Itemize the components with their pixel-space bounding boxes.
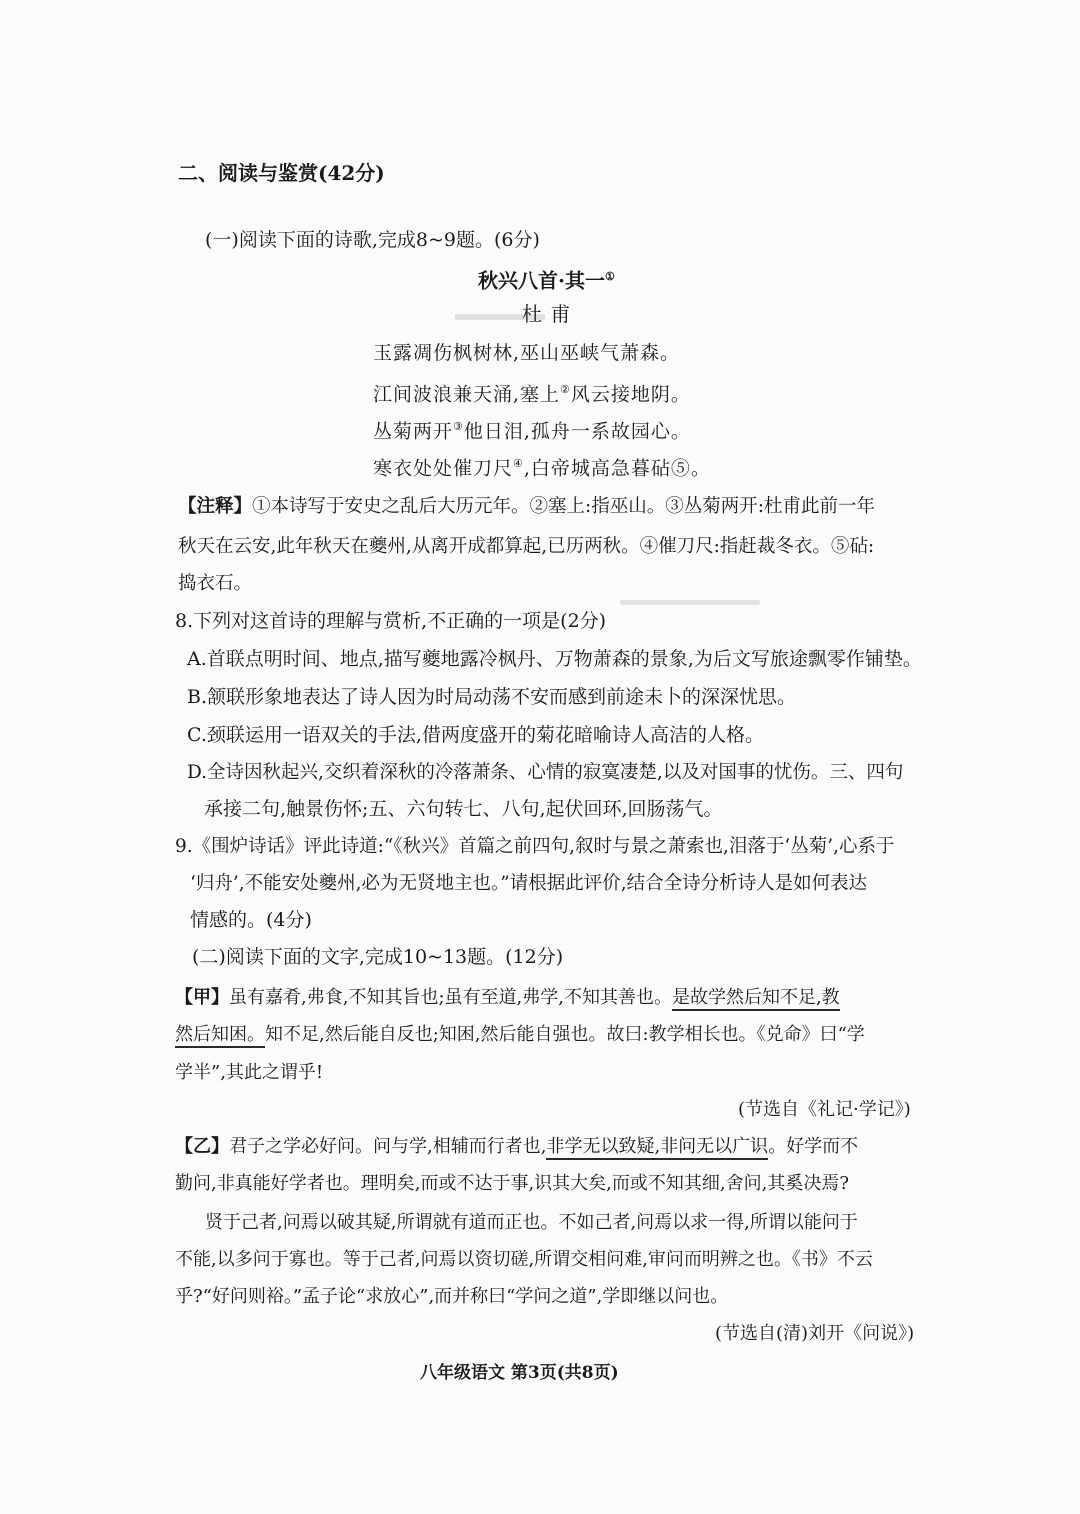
jia-source: (节选自《礼记·学记》) bbox=[738, 1099, 911, 1120]
poem-line-4 bbox=[373, 451, 711, 481]
poem-line-text: 他日泪,孤舟一系故园心。 bbox=[463, 420, 691, 443]
poem-line-note: ④ bbox=[513, 457, 524, 470]
page-footer: 八年级语文 第3页(共8页) bbox=[420, 1363, 619, 1383]
poem-notes-line-2: 秋天在云安,此年秋天在夔州,从离开成都算起,已历两秋。④催刀尺:指赶裁冬衣。⑤砧: bbox=[178, 536, 875, 557]
part1-instruction: (一)阅读下面的诗歌,完成8~9题。(6分) bbox=[205, 229, 540, 251]
yi-p2-line-3: 乎?“好问则裕。”孟子论“求放心”,而并称曰“学问之道”,学即继以问也。 bbox=[175, 1286, 729, 1307]
yi-underlined-text: 非学无以致疑,非问无以广识 bbox=[546, 1136, 768, 1160]
jia-underlined-text: 是故学然后知不足,教 bbox=[672, 987, 840, 1011]
jia-line-3: 学半”,其此之谓乎! bbox=[175, 1062, 324, 1083]
poem-line-text: 丛菊两开 bbox=[373, 420, 454, 443]
poem-line-note: ③ bbox=[453, 420, 464, 433]
poem-author: 杜 甫 bbox=[522, 302, 572, 326]
q8-option-b: B.颔联形象地表达了诗人因为时局动荡不安而感到前途未卜的深深忧思。 bbox=[187, 686, 797, 708]
yi-source: (节选自(清)刘开《问说》) bbox=[715, 1323, 915, 1344]
notes-text: ①本诗写于安史之乱后大历元年。②塞上:指巫山。③丛菊两开:杜甫此前一年 bbox=[252, 496, 875, 517]
scan-smudge bbox=[620, 600, 760, 605]
poem-line-text: ,白帝城高急暮砧⑤。 bbox=[523, 457, 711, 480]
jia-line-2 bbox=[175, 1022, 865, 1048]
poem-line-text: 江间波浪兼天涌,塞上 bbox=[373, 383, 561, 406]
poem-line-2 bbox=[373, 377, 691, 407]
q9-line-3: 情感的。(4分) bbox=[190, 909, 312, 931]
poem-line-text: 寒衣处处催刀尺 bbox=[373, 457, 514, 480]
jia-line-1 bbox=[175, 985, 840, 1011]
poem-line-3 bbox=[373, 414, 691, 444]
poem-notes-line-3: 捣衣石。 bbox=[178, 573, 253, 594]
q8-option-c: C.颈联运用一语双关的手法,借两度盛开的菊花暗喻诗人高洁的人格。 bbox=[187, 724, 764, 746]
section-title: 二、阅读与鉴赏(42分) bbox=[178, 161, 385, 185]
q9-line-2: ‘归舟’,不能安处夔州,必为无贤地主也。”请根据此评价,结合全诗分析诗人是如何表达 bbox=[190, 873, 868, 894]
poem-title-text: 秋兴八首·其一 bbox=[478, 268, 605, 293]
yi-line-2: 勤问,非真能好学者也。理明矣,而或不达于事,识其大矣,而或不知其细,舍问,其奚决焉? bbox=[175, 1173, 849, 1194]
poem-line-text: 风云接地阴。 bbox=[570, 383, 691, 406]
jia-text: 知不足,然后能自反也;知困,然后能自强也。故曰:教学相长也。《兑命》曰“学 bbox=[265, 1024, 865, 1045]
jia-underlined-text: 然后知困。 bbox=[175, 1024, 265, 1048]
yi-text: 。好学而不 bbox=[768, 1136, 859, 1157]
yi-p2-line-1: 贤于己者,问焉以破其疑,所谓就有道而正也。不如己者,问焉以求一得,所谓以能问于 bbox=[205, 1212, 858, 1233]
poem-title-note: ① bbox=[604, 270, 615, 283]
yi-label: 【乙】 bbox=[175, 1136, 229, 1157]
q8-stem: 8.下列对这首诗的理解与赏析,不正确的一项是(2分) bbox=[175, 610, 607, 632]
poem-line-1 bbox=[373, 340, 680, 366]
q9-line-1: 9.《围炉诗话》评此诗道:“《秋兴》首篇之前四句,叙时与景之萧索也,泪落于‘丛菊’,心系于 bbox=[175, 836, 895, 857]
jia-label: 【甲】 bbox=[175, 987, 229, 1008]
jia-text: 虽有嘉肴,弗食,不知其旨也;虽有至道,弗学,不知其善也。 bbox=[229, 987, 672, 1008]
poem-title bbox=[478, 264, 615, 294]
poem-notes-line-1 bbox=[178, 494, 875, 520]
yi-p2-line-2: 不能,以多问于寡也。等于己者,问焉以资切磋,所谓交相问难,审问而明辨之也。《书》不云 bbox=[175, 1249, 873, 1270]
poem-line-text: 玉露凋伤枫树林,巫山巫峡气萧森。 bbox=[373, 342, 681, 364]
q8-option-d-line-1: D.全诗因秋起兴,交织着深秋的冷落萧条、心情的寂寞凄楚,以及对国事的忧伤。三、四句 bbox=[187, 762, 904, 783]
q8-option-a: A.首联点明时间、地点,描写夔地露冷枫丹、万物萧森的景象,为后文写旅途飘零作铺垫。 bbox=[187, 648, 922, 670]
notes-label: 【注释】 bbox=[178, 496, 253, 517]
yi-text: 君子之学必好问。问与学,相辅而行者也, bbox=[229, 1136, 547, 1157]
yi-line-1 bbox=[175, 1134, 858, 1160]
part2-instruction: (二)阅读下面的文字,完成10~13题。(12分) bbox=[192, 946, 564, 968]
q8-option-d-line-2: 承接二句,触景伤怀;五、六句转七、八句,起伏回环,回肠荡气。 bbox=[204, 798, 723, 820]
poem-line-note: ② bbox=[560, 383, 571, 396]
